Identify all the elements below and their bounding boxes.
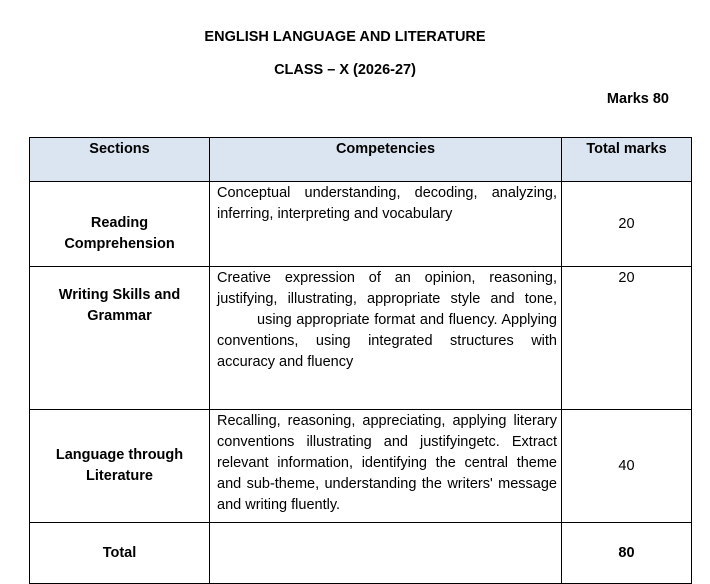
competencies-text: using appropriate format and fluency. Applying conventions, using integrated structures with accuracy and fluency [217, 312, 557, 370]
marks-cell: 20 [562, 267, 692, 410]
competencies-text: Creative expression of an opinion, reasoning, justifying, illustrating, appropriate style and tone, [217, 270, 557, 307]
section-label-line: Reading [90, 215, 149, 231]
table-row [30, 182, 692, 267]
column-header-competencies: Competencies [210, 138, 562, 182]
table-row [30, 410, 692, 523]
table-row [30, 267, 692, 410]
marks-cell: 20 [562, 182, 692, 267]
column-header-total-marks: Total marks [562, 138, 692, 182]
section-label-line: Language through [55, 447, 184, 463]
total-marks: 80 [562, 523, 692, 584]
marks-cell: 40 [562, 410, 692, 523]
column-header-sections: Sections [30, 138, 210, 182]
marks-distribution-table [29, 137, 692, 584]
section-label-line: Comprehension [64, 236, 175, 252]
table-header-row [30, 138, 692, 182]
section-cell [30, 410, 210, 523]
competencies-cell [210, 267, 562, 410]
document-title: ENGLISH LANGUAGE AND LITERATURE [204, 29, 486, 45]
class-subtitle: CLASS – X (2026-27) [274, 62, 416, 78]
section-label-line: Literature [86, 468, 153, 484]
section-label-line: Writing Skills and [58, 287, 181, 303]
competencies-cell: Conceptual understanding, decoding, analyzing, inferring, interpreting and vocabulary [210, 182, 562, 267]
total-label: Total [30, 523, 210, 584]
section-cell [30, 267, 210, 410]
max-marks: Marks 80 [606, 91, 669, 107]
total-competencies-cell [210, 523, 562, 584]
competencies-cell: Recalling, reasoning, appreciating, applying literary conventions illustrating and justifyingetc. Extract relevant information, identifying the central theme and sub-theme, understanding the writers' message and writing fluently. [210, 410, 562, 523]
section-label-line: Grammar [87, 308, 152, 324]
section-cell [30, 182, 210, 267]
total-row [30, 523, 692, 584]
